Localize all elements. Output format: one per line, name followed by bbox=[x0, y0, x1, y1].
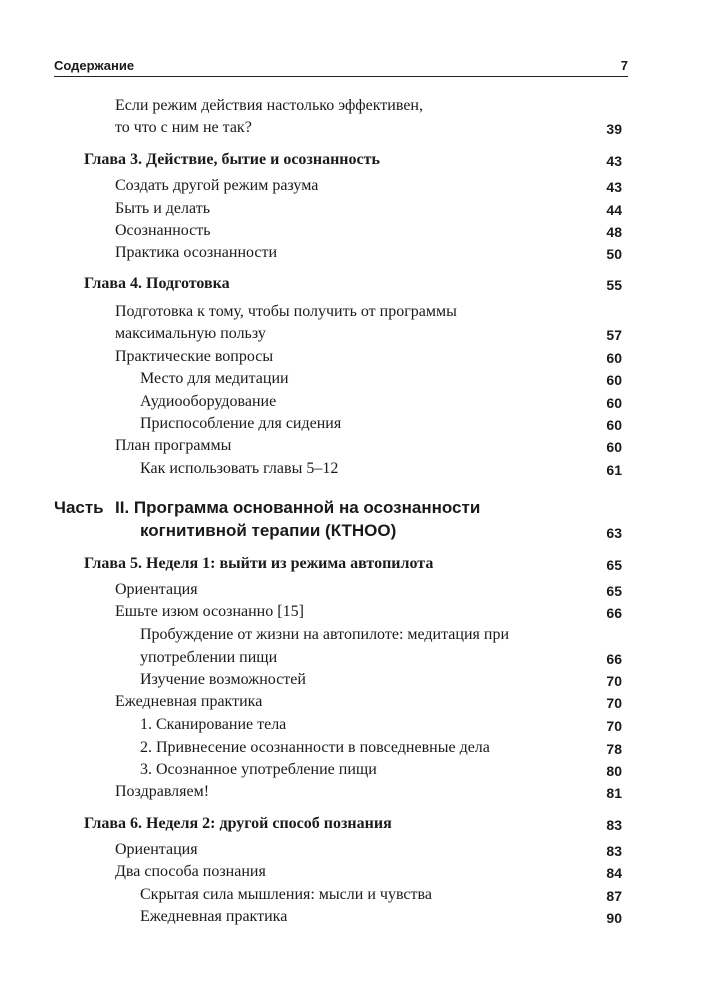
toc-part-title: когнитивной терапии (КТНОО) bbox=[140, 521, 397, 540]
toc-entry-text: Приспособление для сидения bbox=[140, 415, 342, 432]
toc-entry-page: 63 bbox=[606, 525, 622, 541]
toc-entry-text: максимальную пользу bbox=[115, 325, 266, 342]
toc-entry-page: 90 bbox=[606, 910, 622, 926]
toc-entry-text: то что с ним не так? bbox=[115, 119, 252, 136]
toc-entry-text: Изучение возможностей bbox=[140, 671, 306, 688]
toc-entry-page: 60 bbox=[606, 439, 622, 455]
toc-entry-text: Практические вопросы bbox=[115, 348, 274, 365]
toc-entry-text: Если режим действия настолько эффективен, bbox=[115, 97, 423, 114]
toc-entry-text: 2. Привнесение осознанности в повседневные дела bbox=[140, 739, 490, 756]
toc-entry-text: Два способа познания bbox=[115, 863, 266, 880]
toc-chapter-title: Глава 4. Подготовка bbox=[84, 275, 230, 292]
toc-chapter-title: Глава 6. Неделя 2: другой способ познания bbox=[84, 815, 392, 832]
toc-entry-text: Как использовать главы 5–12 bbox=[140, 460, 339, 477]
toc-entry-page: 83 bbox=[606, 843, 622, 859]
toc-entry-page: 43 bbox=[606, 179, 622, 195]
toc-entry-page: 70 bbox=[606, 695, 622, 711]
toc-entry-text: Место для медитации bbox=[140, 370, 289, 387]
running-header bbox=[54, 58, 628, 76]
toc-entry-text: 1. Сканирование тела bbox=[140, 716, 287, 733]
toc-entry-page: 43 bbox=[606, 153, 622, 169]
toc-entry-text: Пробуждение от жизни на автопилоте: медитация при bbox=[140, 626, 509, 643]
toc-entry-page: 70 bbox=[606, 673, 622, 689]
toc-entry-page: 81 bbox=[606, 785, 622, 801]
toc-entry-text: Создать другой режим разума bbox=[115, 177, 319, 194]
toc-entry-page: 48 bbox=[606, 224, 622, 240]
toc-entry-text: Поздравляем! bbox=[115, 783, 210, 800]
toc-entry-page: 60 bbox=[606, 350, 622, 366]
toc-entry-page: 65 bbox=[606, 557, 622, 573]
toc-entry-text: Быть и делать bbox=[115, 200, 210, 217]
toc-entry-page: 70 bbox=[606, 718, 622, 734]
running-header-page-number: 7 bbox=[620, 58, 628, 73]
toc-entry-text: 3. Осознанное употребление пищи bbox=[140, 761, 377, 778]
toc-entry-page: 60 bbox=[606, 417, 622, 433]
toc-chapter-title: Глава 5. Неделя 1: выйти из режима автопилота bbox=[84, 555, 434, 572]
toc-entry-text: Ешьте изюм осознанно [15] bbox=[115, 603, 304, 620]
toc-entry-text: План программы bbox=[115, 437, 232, 454]
toc-entry-page: 84 bbox=[606, 865, 622, 881]
toc-entry-text: Осознанность bbox=[115, 222, 211, 239]
toc-entry-page: 61 bbox=[606, 462, 622, 478]
toc-entry-text: Ежедневная практика bbox=[115, 693, 263, 710]
toc-entry-page: 66 bbox=[606, 651, 622, 667]
header-rule bbox=[54, 76, 628, 77]
toc-part-label: Часть bbox=[54, 498, 104, 517]
toc-entry-page: 83 bbox=[606, 817, 622, 833]
toc-entry-page: 55 bbox=[606, 277, 622, 293]
toc-entry-page: 65 bbox=[606, 583, 622, 599]
toc-entry-text: Ежедневная практика bbox=[140, 908, 288, 925]
toc-part-title: II. Программа основанной на осознанности bbox=[115, 498, 481, 517]
toc-entry-page: 78 bbox=[606, 741, 622, 757]
toc-entry-page: 60 bbox=[606, 372, 622, 388]
toc-entry-page: 80 bbox=[606, 763, 622, 779]
toc-entry-text: Аудиооборудование bbox=[140, 393, 277, 410]
toc-entry-text: Подготовка к тому, чтобы получить от программы bbox=[115, 303, 457, 320]
toc-entry-page: 66 bbox=[606, 605, 622, 621]
toc-entry-page: 39 bbox=[606, 121, 622, 137]
toc-chapter-title: Глава 3. Действие, бытие и осознанность bbox=[84, 151, 380, 168]
toc-entry-page: 87 bbox=[606, 888, 622, 904]
toc-entry-text: Ориентация bbox=[115, 841, 198, 858]
toc-entry-page: 50 bbox=[606, 246, 622, 262]
toc-entry-page: 57 bbox=[606, 327, 622, 343]
toc-entry-text: Ориентация bbox=[115, 581, 198, 598]
toc-entry-page: 44 bbox=[606, 202, 622, 218]
toc-entry-text: Практика осознанности bbox=[115, 244, 278, 261]
running-header-title: Содержание bbox=[54, 58, 135, 73]
toc-entry-text: Скрытая сила мышления: мысли и чувства bbox=[140, 886, 432, 903]
toc-entry-page: 60 bbox=[606, 395, 622, 411]
toc-entry-text: употреблении пищи bbox=[140, 649, 278, 666]
